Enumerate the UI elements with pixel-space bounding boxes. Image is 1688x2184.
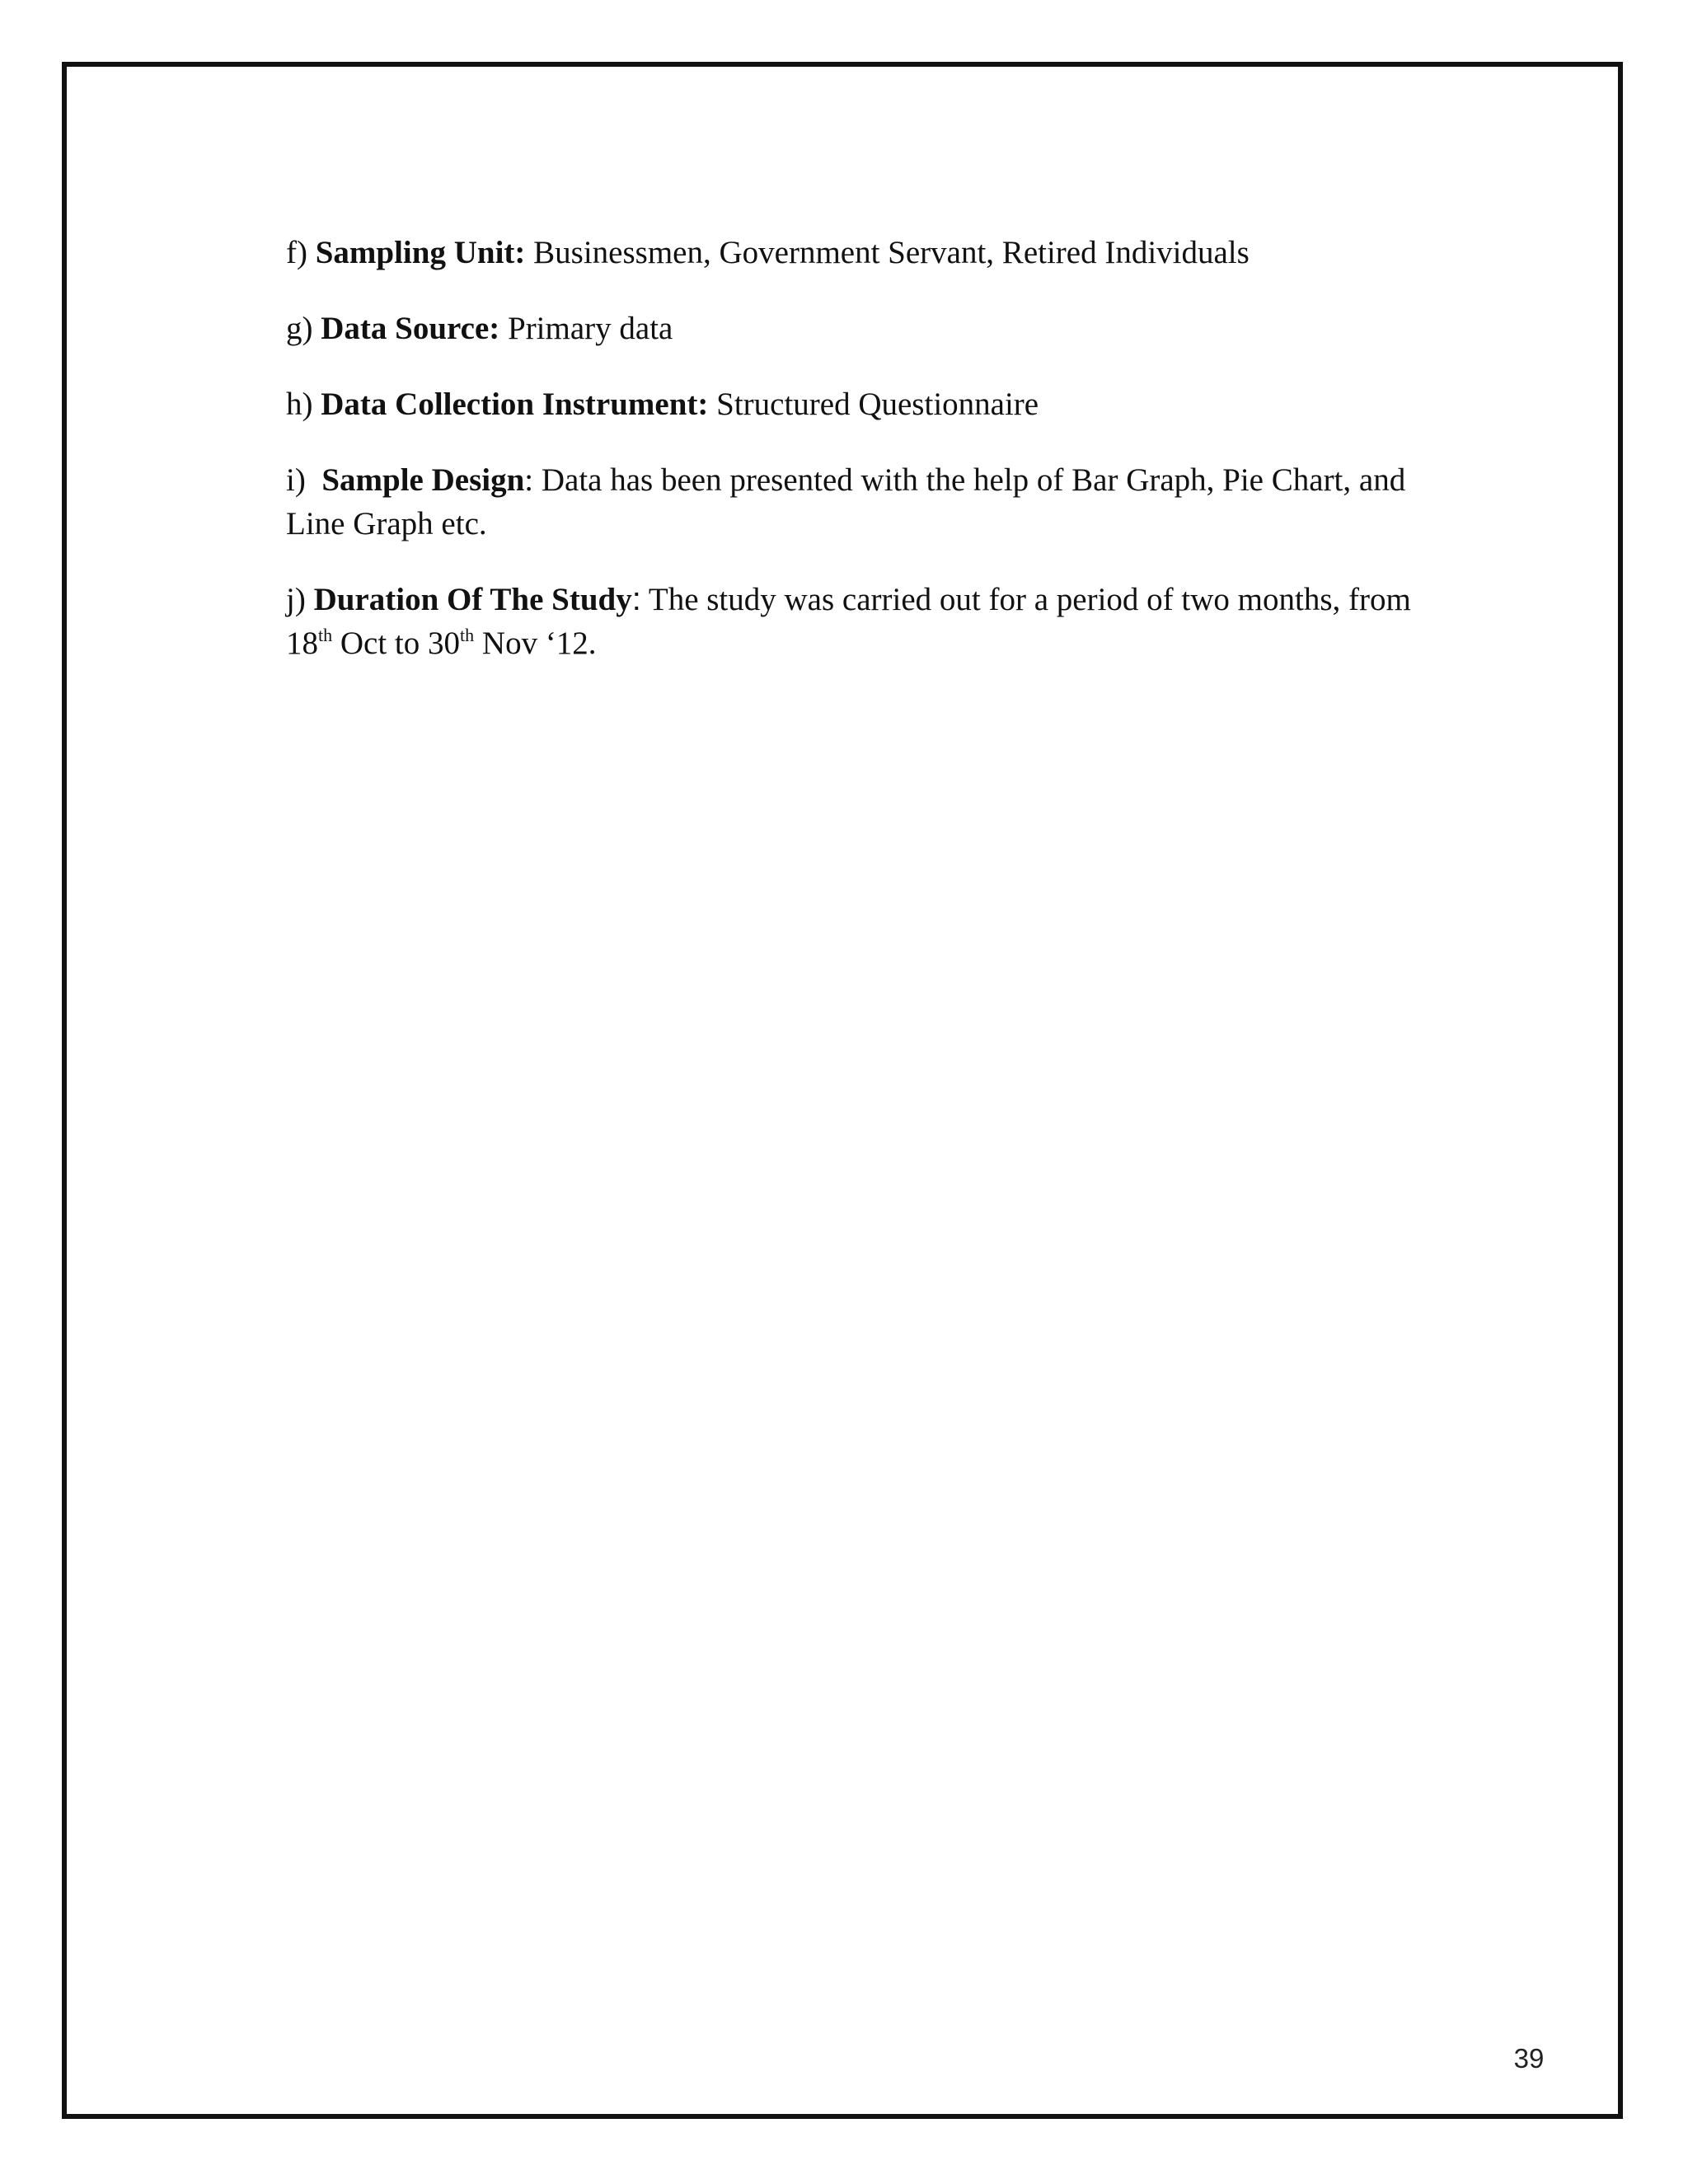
ordinal-suffix: th xyxy=(318,625,333,645)
item-marker: f) xyxy=(286,235,307,270)
list-item-sampling-unit xyxy=(286,231,1456,274)
item-text-middle: Oct to 30 xyxy=(340,626,461,661)
item-text: Structured Questionnaire xyxy=(716,387,1039,422)
item-text: Businessmen, Government Servant, Retired Individuals xyxy=(533,235,1250,270)
item-marker: g) xyxy=(286,311,313,346)
item-term: Data Source: xyxy=(321,311,500,346)
ordinal-suffix: th xyxy=(460,625,475,645)
item-term: Duration Of The Study xyxy=(313,582,632,617)
item-colon: : xyxy=(631,581,641,617)
item-term: Sample Design xyxy=(321,462,525,498)
item-text-after: Nov ‘12. xyxy=(481,626,597,661)
item-term: Sampling Unit: xyxy=(315,235,526,270)
list-item-data-source xyxy=(286,307,1456,350)
page-number: 39 xyxy=(1513,2043,1545,2074)
item-term: Data Collection Instrument: xyxy=(321,387,709,422)
item-text: Primary data xyxy=(508,311,673,346)
item-marker: i) xyxy=(286,462,306,498)
item-text: : Data has been presented with the help of Bar Graph, Pie Chart, and Line Graph etc. xyxy=(286,462,1406,541)
document-body xyxy=(286,231,1456,697)
list-item-data-collection-instrument xyxy=(286,382,1456,426)
list-item-sample-design xyxy=(286,458,1456,546)
item-marker: j) xyxy=(286,582,306,617)
item-text-before: The study was carried out for a period of two months, from 18 xyxy=(286,582,1411,661)
item-marker: h) xyxy=(286,387,313,422)
list-item-duration-of-study xyxy=(286,578,1456,665)
